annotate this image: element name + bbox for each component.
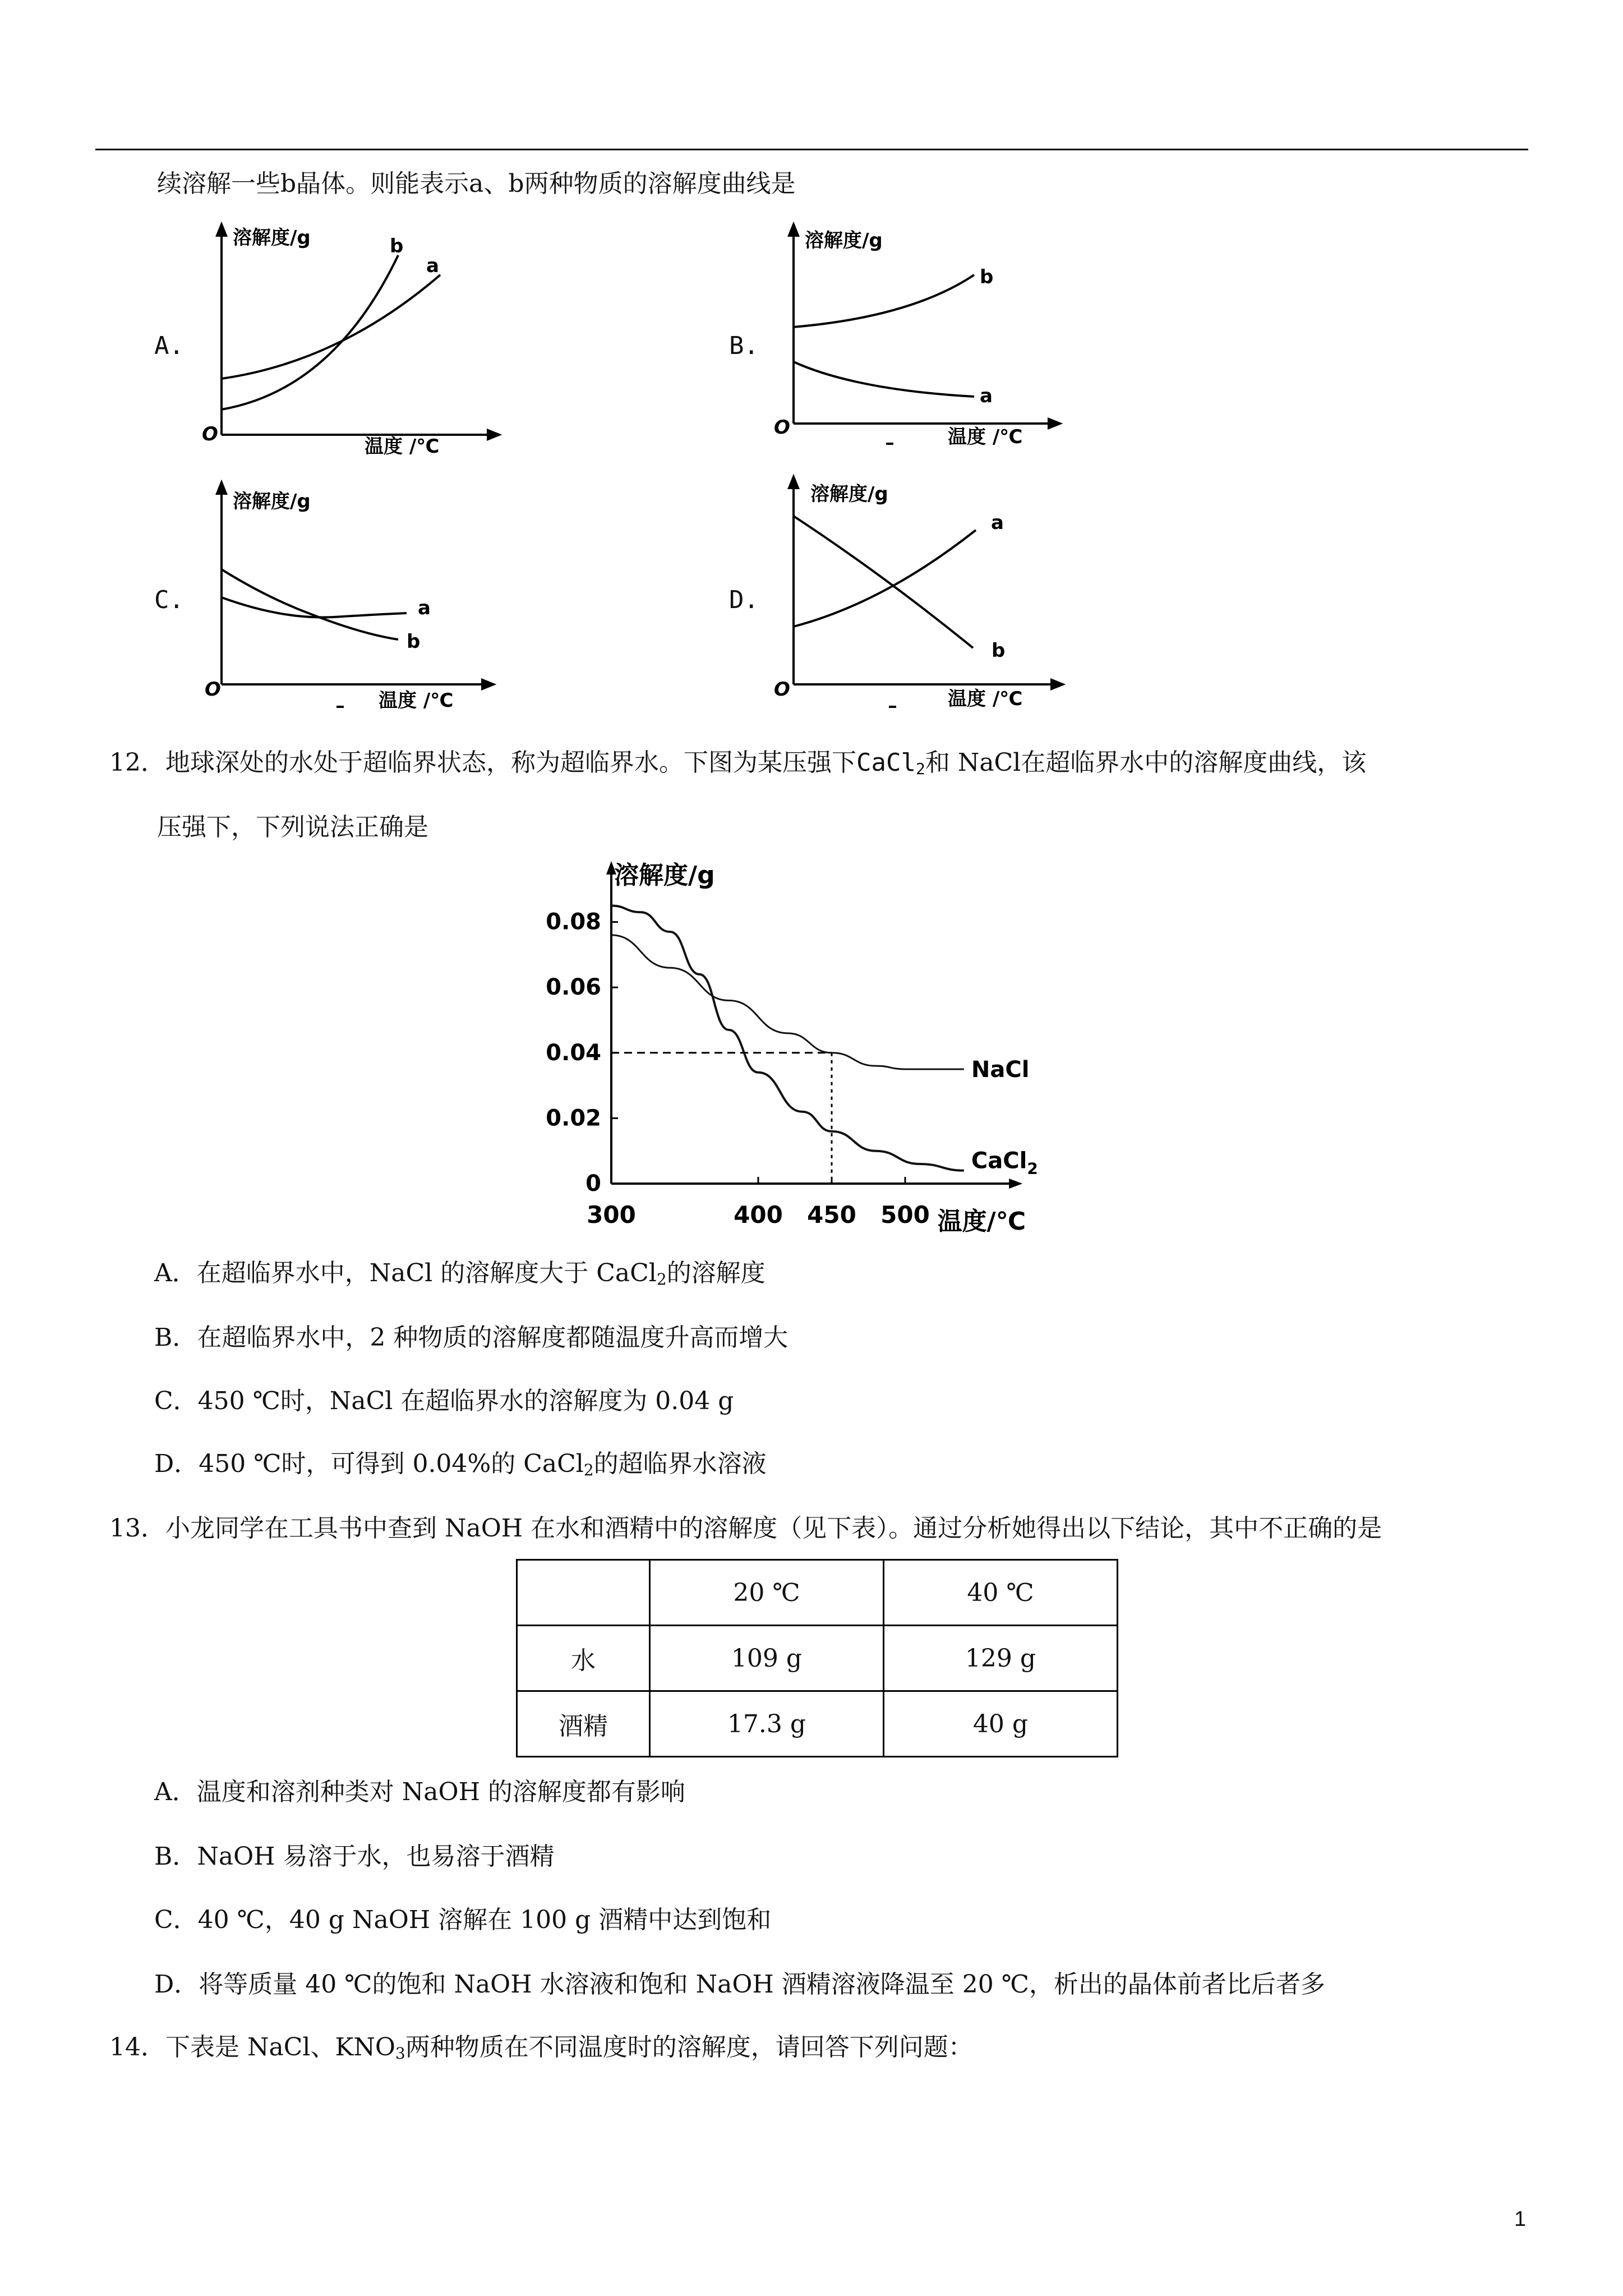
graph-d-curve-a: a [991,512,1004,534]
graph-b-origin: O [774,416,790,439]
graph-d-xlabel: 温度 /℃ [948,688,1023,710]
q12-solubility-chart [541,855,1091,1240]
q12-option-c[interactable]: C．450 ℃时，NaCl 在超临界水的溶解度为 0.04 g [154,1387,734,1415]
graph-c-ylabel: 溶解度/g [233,490,311,513]
q14-stem: 14．下表是 NaCl、$KNO_3$两种物质在不同温度时的溶解度，请回答下列问题： [109,2033,973,2063]
x-tick-label: 450 [807,1201,856,1228]
x-tick-label: 500 [880,1201,930,1228]
table-cell: 40 g [884,1691,1118,1757]
table-cell: 酒精 [517,1691,650,1757]
x-tick-label: 400 [734,1201,783,1228]
series-line-nacl [611,935,964,1069]
table-cell [517,1560,650,1626]
header-rule [95,149,1528,150]
page-number: 1 [1514,2207,1527,2231]
y-tick-label: 0.02 [546,1105,601,1131]
y-tick-label: 0.08 [546,909,601,935]
graph-a-xlabel: 温度 /℃ [365,435,440,458]
x-tick-label: 300 [587,1201,636,1228]
table-cell: 水 [517,1626,650,1691]
table-cell: 17.3 g [650,1691,884,1757]
q13-option-c[interactable]: C．40 ℃，40 g NaOH 溶解在 100 g 酒精中达到饱和 [154,1906,772,1934]
series-label-nacl: NaCl [971,1056,1030,1083]
q13-option-b[interactable]: B．NaOH 易溶于水，也易溶于酒精 [154,1842,555,1871]
graph-c-curve-b: b [407,631,421,653]
q13-solubility-table [516,1559,1118,1757]
table-row [517,1626,1118,1691]
graph-c-origin: O [205,678,221,701]
table-row [517,1691,1118,1757]
q12-option-a[interactable]: A．在超临界水中，NaCl 的溶解度大于 CaCl$_2$的溶解度 [154,1259,766,1289]
q11-graph-a [199,222,513,460]
q13-stem: 13．小龙同学在工具书中查到 NaOH 在水和酒精中的溶解度（见下表）。通过分析她得出以下结论，其中不正确的是 [109,1514,1382,1543]
graph-b-xlabel: 温度 /℃ [948,426,1023,448]
table-cell: 40 ℃ [884,1560,1118,1626]
q11-option-b-label: B. [729,332,759,360]
y-tick-label: 0.06 [546,974,601,1001]
q12-stem-line1: 12．地球深处的水处于超临界状态，称为超临界水。下图为某压强下CaCl$_2$和 NaCl在超临界水中的溶解度曲线，该 [109,748,1367,778]
graph-d-origin: O [774,678,790,701]
series-label-cacl2: CaCl$_2$ [971,1148,1038,1178]
y-tick-label: 0.04 [546,1039,601,1066]
q13-option-a[interactable]: A．温度和溶剂种类对 NaOH 的溶解度都有影响 [154,1778,685,1806]
q11-graph-b [771,222,1085,460]
graph-a-curve-b: b [390,235,404,257]
graph-b-curve-b: b [980,266,994,288]
x-axis-title: 温度/℃ [937,1207,1026,1236]
graph-c-xlabel: 温度 /℃ [379,689,454,712]
graph-b-ylabel: 溶解度/g [805,229,883,252]
x-axis-arrow [1009,1179,1022,1189]
q12-option-d[interactable]: D．450 ℃时，可得到 0.04%的 CaCl$_2$的超临界水溶液 [154,1450,767,1479]
q11-option-d-label: D. [729,586,759,614]
graph-a-origin: O [202,423,218,445]
q11-stem-tail: 续溶解一些b晶体。则能表示a、b两种物质的溶解度曲线是 [157,169,796,198]
table-cell: 129 g [884,1626,1118,1691]
graph-b-curve-a: a [980,385,993,407]
series-line-cacl2 [611,905,964,1170]
graph-a-ylabel: 溶解度/g [233,227,311,249]
q12-stem-line2: 压强下，下列说法正确是 [157,813,428,841]
y-axis-title: 溶解度/g [614,861,715,890]
graph-a-curve-a: a [426,255,439,277]
q11-option-a-label: A. [154,332,184,360]
graph-c-curve-a: a [418,597,431,619]
y-tick-label: 0 [585,1171,601,1197]
graph-d-ylabel: 溶解度/g [810,483,888,505]
table-row [517,1560,1118,1626]
q11-option-c-label: C. [154,586,184,614]
q11-graph-c [199,480,513,721]
q12-option-b[interactable]: B．在超临界水中，2 种物质的溶解度都随温度升高而增大 [154,1323,789,1352]
table-cell: 109 g [650,1626,884,1691]
graph-d-curve-b: b [992,639,1006,662]
q11-graph-d [771,474,1085,721]
q13-option-d[interactable]: D．将等质量 40 ℃的饱和 NaOH 水溶液和饱和 NaOH 酒精溶液降温至 20 ℃，析出的晶体前者比后者多 [154,1970,1325,1999]
table-cell: 20 ℃ [650,1560,884,1626]
